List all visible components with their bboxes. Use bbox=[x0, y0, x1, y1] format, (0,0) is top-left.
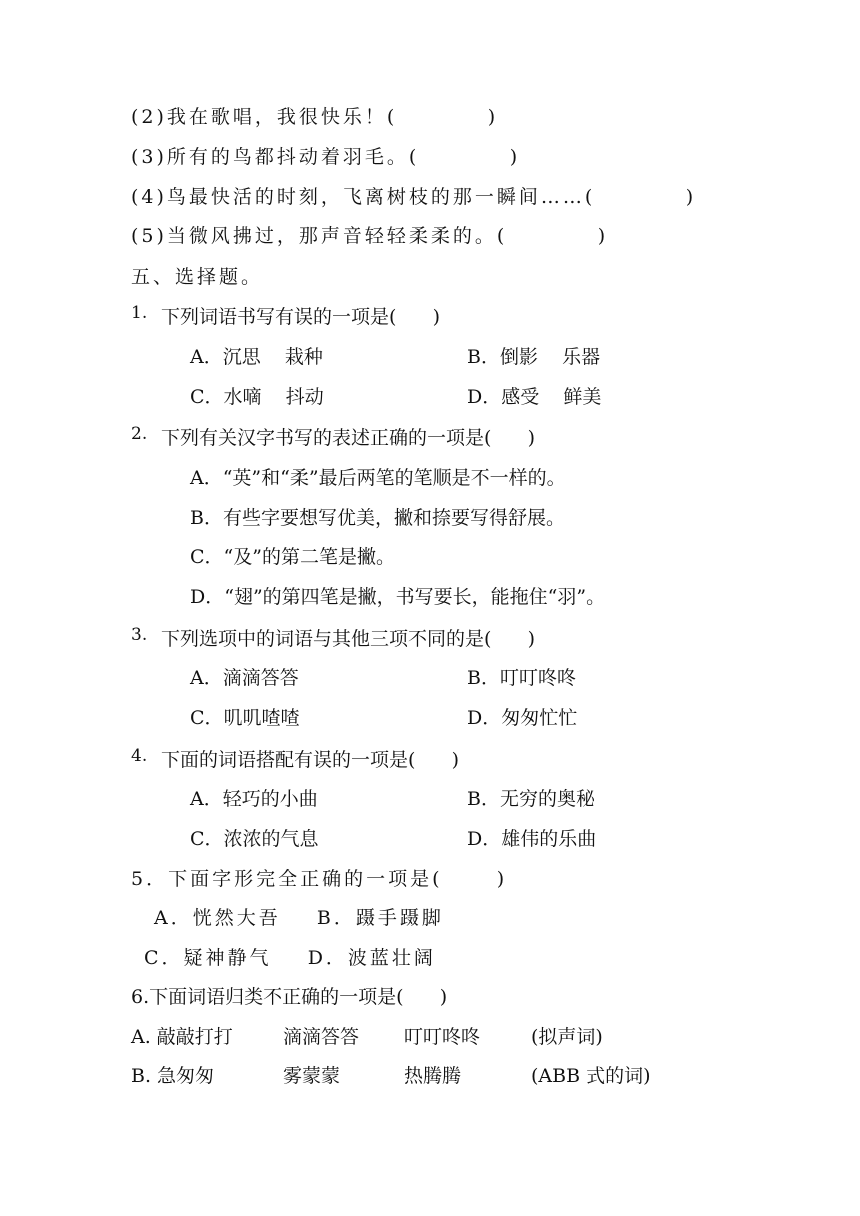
question-stem: 下列词语书写有误的一项是( ) bbox=[161, 306, 441, 328]
option-a: A．“英”和“柔”最后两笔的笔顺是不一样的。 bbox=[190, 467, 566, 489]
options-ab: A．恍然大吾 B．蹑手蹑脚 bbox=[154, 907, 444, 929]
fill-line-3: (3)所有的鸟都抖动着羽毛。( ) bbox=[131, 146, 521, 168]
option-b: B．无穷的奥秘 bbox=[467, 788, 595, 810]
option-b: B．叮叮咚咚 bbox=[467, 667, 576, 689]
option-a: A．沉思 栽种 bbox=[190, 346, 323, 368]
option-b: B．倒影 乐器 bbox=[467, 346, 601, 368]
question-stem: 下面的词语搭配有误的一项是( ) bbox=[161, 749, 460, 771]
question-stem: 下列选项中的词语与其他三项不同的是( ) bbox=[161, 628, 536, 650]
option-b-word: 雾蒙蒙 bbox=[283, 1065, 341, 1087]
option-a-label: A. 敲敲打打 bbox=[131, 1026, 233, 1048]
option-b: B．有些字要想写优美，撇和捺要写得舒展。 bbox=[190, 507, 565, 529]
option-c: C．“及”的第二笔是撇。 bbox=[190, 546, 395, 568]
option-b-category: (ABB 式的词) bbox=[531, 1065, 651, 1087]
option-d: D．感受 鲜美 bbox=[467, 386, 602, 408]
section-heading: 五、选择题。 bbox=[131, 266, 264, 288]
question-number: 4. bbox=[131, 746, 148, 766]
question-number: 3. bbox=[131, 625, 148, 645]
question-stem: 6.下面词语归类不正确的一项是( ) bbox=[131, 986, 448, 1008]
option-a: A．滴滴答答 bbox=[190, 667, 299, 689]
option-a-word: 叮叮咚咚 bbox=[404, 1026, 481, 1048]
question-number: 2. bbox=[131, 424, 148, 444]
fill-line-2: (2)我在歌唱，我很快乐！( ) bbox=[131, 106, 499, 128]
fill-line-5: (5)当微风拂过，那声音轻轻柔柔的。( ) bbox=[131, 225, 609, 247]
fill-line-4: (4)鸟最快活的时刻，飞离树枝的那一瞬间……( ) bbox=[131, 186, 697, 208]
option-a-category: (拟声词) bbox=[531, 1026, 603, 1048]
option-c: C．浓浓的气息 bbox=[190, 828, 319, 850]
option-a-word: 滴滴答答 bbox=[283, 1026, 360, 1048]
option-d: D．雄伟的乐曲 bbox=[467, 828, 597, 850]
option-c: C．叽叽喳喳 bbox=[190, 707, 300, 729]
option-a: A．轻巧的小曲 bbox=[190, 788, 318, 810]
question-stem: 5．下面字形完全正确的一项是( ) bbox=[131, 868, 508, 890]
option-b-label: B. 急匆匆 bbox=[131, 1065, 215, 1087]
question-number: 1. bbox=[131, 303, 148, 323]
option-d: D．“翅”的第四笔是撇，书写要长，能拖住“羽”。 bbox=[190, 586, 606, 608]
options-cd: C．疑神静气 D．波蓝壮阔 bbox=[144, 947, 436, 969]
option-c: C．水嘀 抖动 bbox=[190, 386, 324, 408]
option-d: D．匆匆忙忙 bbox=[467, 707, 578, 729]
question-stem: 下列有关汉字书写的表述正确的一项是( ) bbox=[161, 427, 536, 449]
option-b-word: 热腾腾 bbox=[404, 1065, 462, 1087]
